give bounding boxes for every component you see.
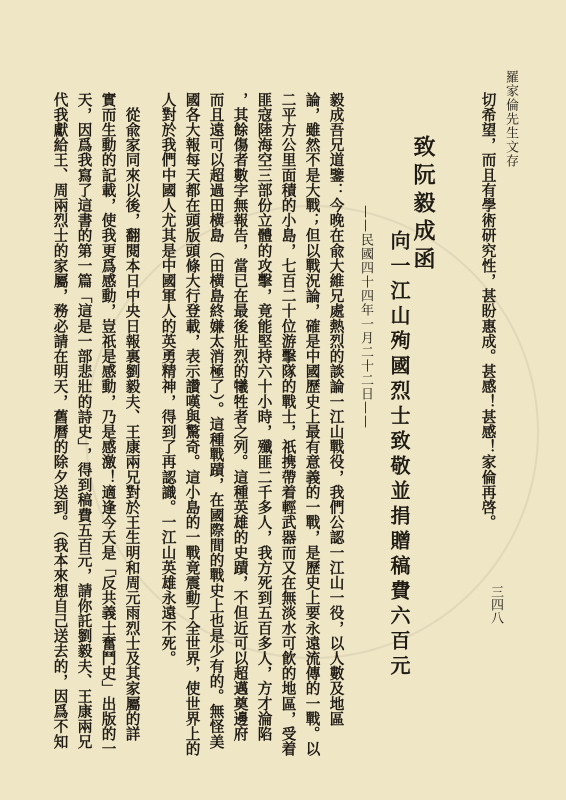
body-line: 天，因爲我寫了這書的第一篇「這是一部悲壯的詩史」，得到稿費五百元，請你託劉毅夫、王康兩兄 <box>75 92 93 750</box>
running-title: 羅家倫先生文存 <box>503 70 518 168</box>
body-line: 國各大報每天都在頭版頭條大行登載，表示讚嘆與驚奇。這小島的一戰竟震動了全世界，使世界上的 <box>183 92 201 757</box>
body-line: ，其餘傷者數字無報告，當已在最後壯烈的犧牲者之列。這種英雄的史蹟，不但近可以超邁奠邊府 <box>231 92 249 742</box>
body-line: 匪寇陸海空三部份立體的攻擊，竟能堅持六十小時，殲匪二千多人，我方死到五百多人，方才淪陷 <box>255 92 273 742</box>
body-line: 毅成吾兄道鑒：今晚在兪大維兄處熱烈的談論一江山戰役，我們公認一江山一役，以人數及地區 <box>327 92 345 727</box>
article-title: 致阮毅成函 <box>410 135 436 275</box>
body-line: 從兪家同來以後，翻閱本日中央日報裏劉毅夫、王康兩兄對於王生明和周元雨烈士及其家屬的詳 <box>123 92 141 742</box>
body-line: 代我獻給王、周兩烈士的家屬，務必請在明天，舊曆的除夕送到。（我本來想自己送去的，因爲不知 <box>51 92 69 750</box>
letter-closing-line: 切希望，而且有學術研究性，甚盼惠成。甚感！甚感！家倫再啓。 <box>479 92 497 530</box>
body-line: 人對於我們中國人尤其是中國軍人的英勇精神，得到了再認識。一江山英雄永遠不死。 <box>159 92 177 666</box>
body-line: 而且遠可以超過田横島（田横島終嫌太消極了）。這種戰蹟，在國際間的戰史上也是少有的。無怪美 <box>207 92 225 750</box>
body-line: 論，雖然不是大戰；但以戰況論，確是中國歷史上最有意義的一戰，是歷史上要永遠流傳的一戰。以 <box>303 92 321 757</box>
page-number: 三四八 <box>488 585 503 624</box>
article-subtitle: 向一江山殉國烈士致敬並捐贈稿費六百元 <box>387 230 411 680</box>
body-line: 二平方公里面積的小島，七百二十位游擊隊的戰士，祇携帶着輕武器而又在無淡水可飮的地區，受着 <box>279 92 297 757</box>
article-date: ——民國四十四年一月二十二日—— <box>358 205 373 429</box>
body-line: 實而生動的記載，使我更爲感動，豈祇是感動，乃是感激！適逢今天是「反共義士奮鬥史」出版的一 <box>99 92 117 757</box>
